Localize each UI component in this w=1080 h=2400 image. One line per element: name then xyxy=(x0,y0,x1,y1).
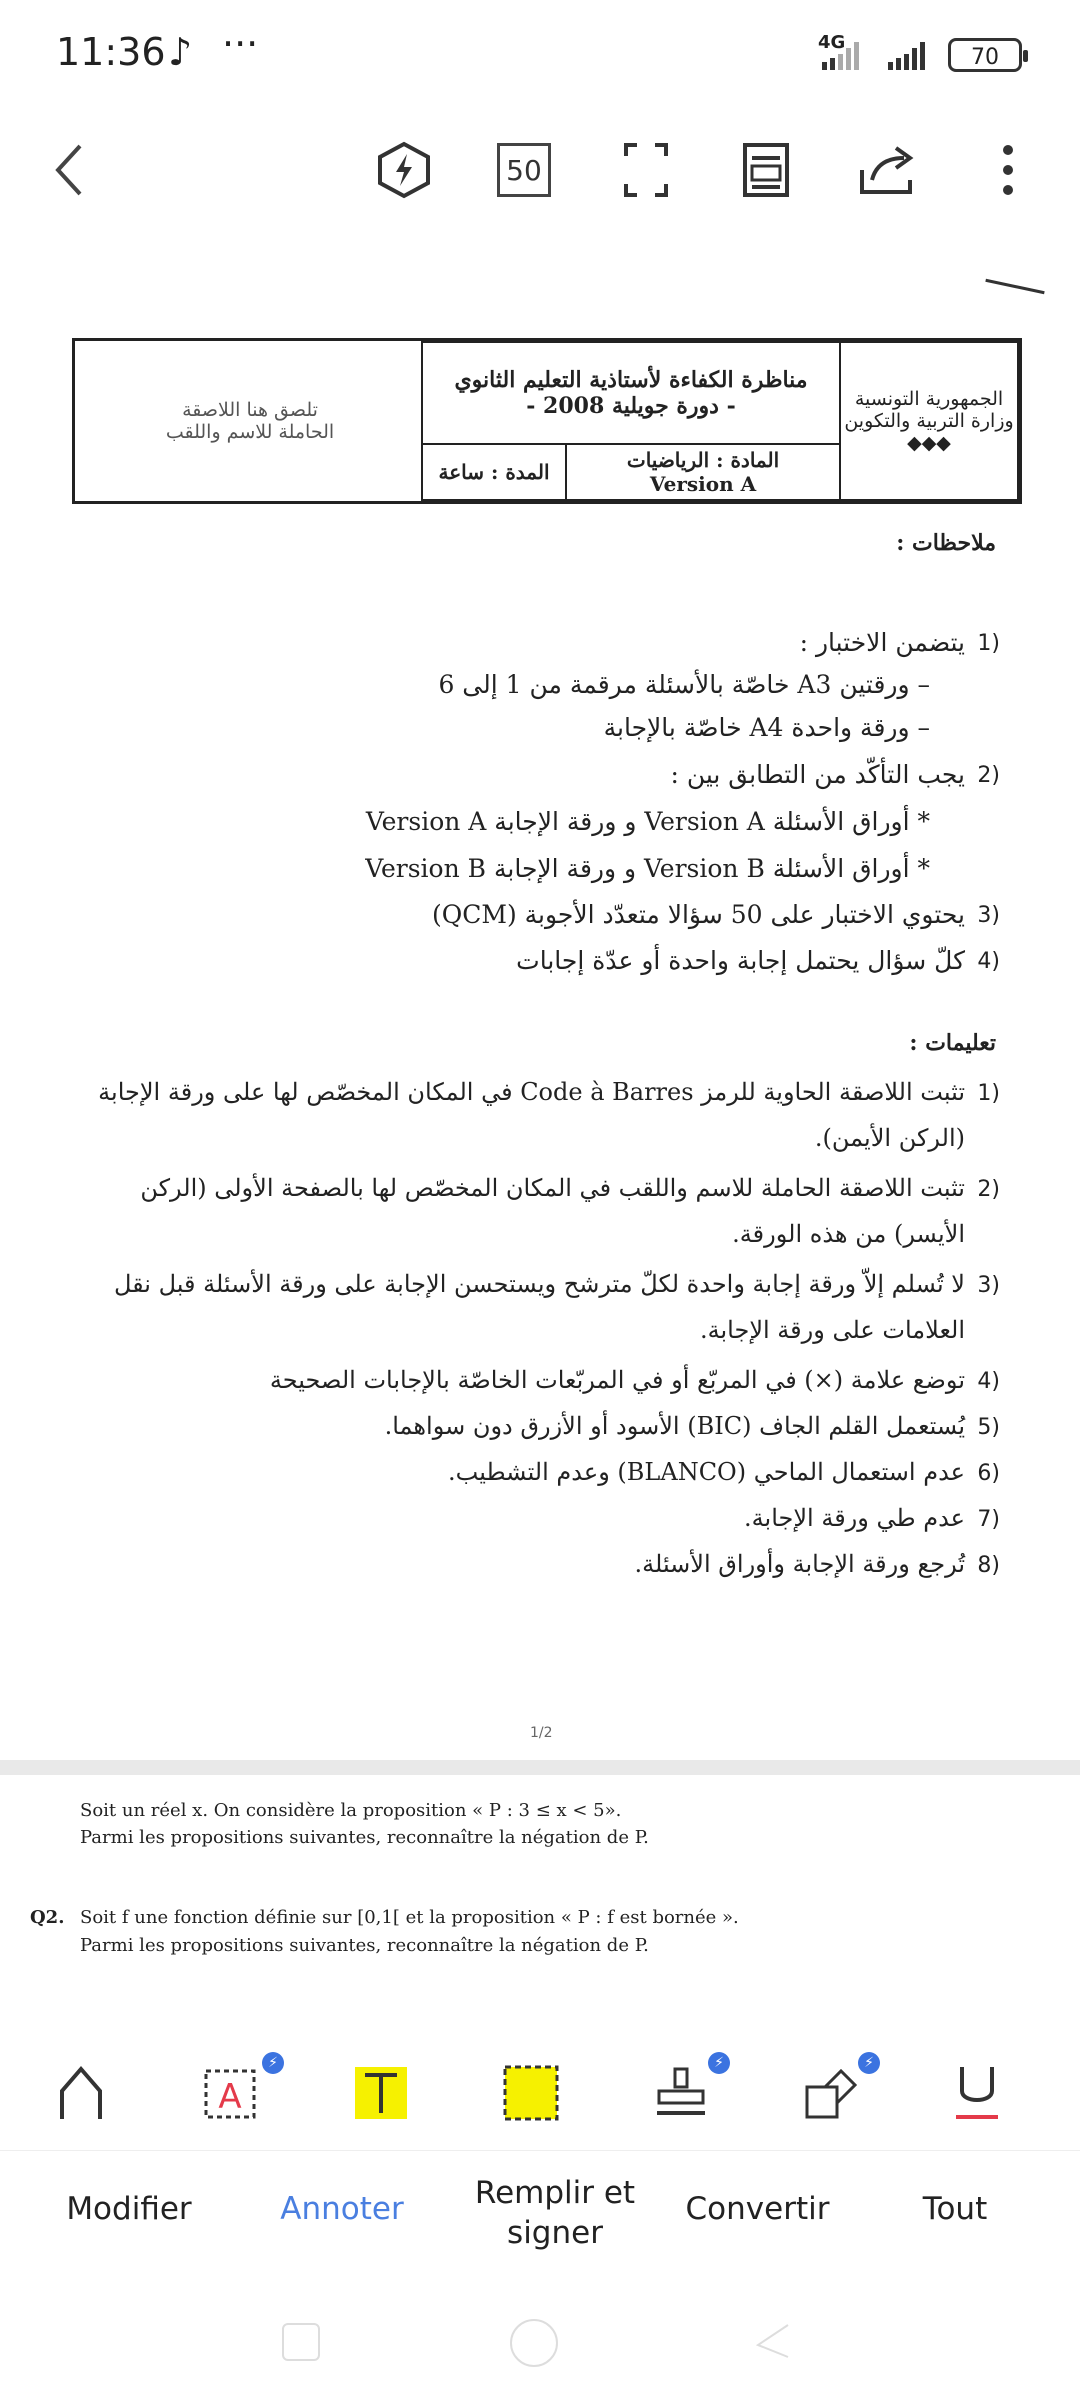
more-vertical-icon xyxy=(1002,142,1014,198)
document-page-1 xyxy=(0,230,1080,1760)
instruction-line: تثبت اللاصقة الحاملة للاسم واللقب في المكان المخصّص لها بالصفحة الأولى (الركن xyxy=(140,1174,965,1202)
notes-title: ملاحظات : xyxy=(896,530,996,556)
q2-line-2: Parmi les propositions suivantes, reconnaître la négation de P. xyxy=(80,1935,649,1956)
share-button[interactable] xyxy=(852,134,924,206)
exam-subject: المادة : الرياضيات xyxy=(626,448,780,472)
header-diamonds: ◆◆◆ xyxy=(907,432,951,454)
area-highlight-tool[interactable] xyxy=(496,2058,566,2128)
reading-mode-icon xyxy=(742,142,790,198)
q2-line-1: Soit f une fonction définie sur [0,1[ et la proposition « P : f est bornée ». xyxy=(80,1907,739,1928)
instruction-number: 2) xyxy=(977,1177,1000,1202)
instruction-line: تثبت اللاصقة الحاوية للرمز Code à Barres في المكان المخصّص لها على ورقة الإجابة xyxy=(98,1078,965,1106)
header-subject-cell xyxy=(565,443,841,501)
more-options-button[interactable] xyxy=(972,134,1044,206)
sticker-line-1: تلصق هنا اللاصقة xyxy=(182,399,318,421)
scan-mark xyxy=(985,279,1044,294)
instruction-line: عدم طي ورقة الإجابة. xyxy=(744,1504,965,1532)
recents-icon[interactable] xyxy=(282,2323,320,2361)
sticker-line-2: الحاملة للاسم واللقب xyxy=(165,421,335,443)
ink-pen-tool[interactable] xyxy=(46,2058,116,2128)
top-toolbar xyxy=(0,110,1080,230)
stamp-icon xyxy=(653,2065,709,2121)
instruction-line: لا تُسلم إلاّ ورقة إجابة واحدة لكلّ مترشح ويستحسن الإجابة على ورقة الأسئلة قبل نقل xyxy=(113,1270,965,1298)
tab-modifier[interactable]: Modifier xyxy=(66,2191,192,2227)
q1-line-1: Soit un réel x. On considère la proposition « P : 3 ≤ x < 5». xyxy=(80,1800,622,1821)
instruction-number: 6) xyxy=(977,1461,1000,1486)
document-page-2 xyxy=(0,1775,1080,2075)
instruction-number: 3) xyxy=(977,1273,1000,1298)
home-icon[interactable] xyxy=(510,2319,558,2367)
note-line: يجب التأكّد من التطابق بين : xyxy=(670,760,965,789)
tab-annoter[interactable]: Annoter xyxy=(280,2191,404,2227)
exam-duration: المدة : ساعة xyxy=(421,443,567,501)
bottom-tab-bar xyxy=(0,2150,1080,2296)
note-line: – ورقتين A3 خاصّة بالأسئلة مرقمة من 1 إلى 6 xyxy=(438,670,930,699)
premium-badge-icon-3: ⚡ xyxy=(858,2052,880,2074)
tab-remplir-signer[interactable]: Remplir et signer xyxy=(474,2175,636,2251)
text-box-tool[interactable] xyxy=(196,2055,278,2128)
note-line: يتضمن الاختبار : xyxy=(799,628,965,657)
pen-icon xyxy=(56,2065,106,2121)
q2-label: Q2. xyxy=(30,1907,65,1928)
header-republic: الجمهورية التونسية xyxy=(854,388,1004,410)
note-line: كلّ سؤال يحتمل إجابة واحدة أو عدّة إجابات xyxy=(516,946,965,975)
bolt-hexagon-icon xyxy=(374,140,434,200)
page-footer: 1/2 xyxy=(530,1725,553,1741)
note-line: – ورقة واحدة A4 خاصّة بالإجابة xyxy=(603,713,930,742)
more-notifications-icon: ··· xyxy=(222,22,259,66)
header-title-cell xyxy=(421,341,841,445)
page-count-button[interactable] xyxy=(488,134,560,206)
battery-icon: 70 xyxy=(948,38,1022,72)
instruction-number: 8) xyxy=(977,1553,1000,1578)
note-number: 4) xyxy=(977,949,1000,974)
instructions-title: تعليمات : xyxy=(909,1030,996,1056)
instruction-number: 4) xyxy=(977,1369,1000,1394)
underline-icon xyxy=(952,2063,1002,2123)
exam-session: - دورة جويلية 2008 - xyxy=(526,393,736,419)
premium-badge-icon-2: ⚡ xyxy=(708,2052,730,2074)
instruction-line: تُرجع ورقة الإجابة وأوراق الأسئلة. xyxy=(634,1550,965,1578)
header-ministry xyxy=(839,341,1019,501)
area-highlight-icon xyxy=(503,2065,559,2121)
underline-tool[interactable] xyxy=(942,2058,1012,2128)
text-box-icon xyxy=(203,2065,259,2121)
note-number: 1) xyxy=(977,631,1000,656)
fullscreen-button[interactable] xyxy=(610,134,682,206)
text-highlight-tool[interactable] xyxy=(346,2058,416,2128)
signal-icon-2 xyxy=(888,42,928,70)
instruction-number: 5) xyxy=(977,1415,1000,1440)
svg-text:A: A xyxy=(218,2077,242,2117)
note-line: * أوراق الأسئلة Version A و ورقة الإجابة Version A xyxy=(365,807,930,836)
page-count: 50 xyxy=(497,143,551,197)
note-line: * أوراق الأسئلة Version B و ورقة الإجابة Version B xyxy=(365,854,930,883)
instruction-line: يُستعمل القلم الجاف (BIC) الأسود أو الأزرق دون سواهما. xyxy=(384,1412,965,1440)
note-number: 3) xyxy=(977,903,1000,928)
tab-convertir[interactable]: Convertir xyxy=(685,2191,830,2227)
share-icon xyxy=(858,142,918,198)
highlight-text-icon xyxy=(353,2065,409,2121)
system-nav-bar xyxy=(0,2295,1080,2400)
exam-header-table xyxy=(72,338,1022,504)
back-arrow-icon xyxy=(50,142,90,198)
instruction-line-cont: الأيسر) من هذه الورقة. xyxy=(732,1220,965,1248)
ai-tools-button[interactable] xyxy=(368,134,440,206)
premium-badge-icon: ⚡ xyxy=(262,2052,284,2074)
network-type: 4G xyxy=(818,32,846,53)
instruction-line-cont: العلامات على ورقة الإجابة. xyxy=(700,1316,965,1344)
instruction-line: توضع علامة (×) في المربّع أو في المربّعات الخاصّة بالإجابات الصحيحة xyxy=(269,1366,965,1394)
status-time: 11:36 xyxy=(56,30,166,74)
note-number: 2) xyxy=(977,763,1000,788)
document-viewer[interactable] xyxy=(0,230,1080,2040)
tab-tout[interactable]: Tout xyxy=(922,2191,988,2227)
instruction-number: 7) xyxy=(977,1507,1000,1532)
header-ministry-name: وزارة التربية والتكوين xyxy=(844,410,1014,432)
reading-mode-button[interactable] xyxy=(730,134,802,206)
instruction-number: 1) xyxy=(977,1081,1000,1106)
exam-title: مناظرة الكفاءة لأستاذية التعليم الثانوي xyxy=(454,367,808,393)
annotation-tools xyxy=(0,2040,1080,2150)
status-bar xyxy=(0,0,1080,110)
note-line: يحتوي الاختبار على 50 سؤالا متعدّد الأجوبة (QCM) xyxy=(431,900,965,929)
shape-tool[interactable] xyxy=(796,2055,874,2128)
shapes-icon xyxy=(803,2065,859,2121)
exam-version: Version A xyxy=(649,472,757,496)
name-sticker-area xyxy=(75,341,425,501)
tiktok-icon: ♪ xyxy=(168,30,193,74)
fullscreen-icon xyxy=(623,142,669,198)
signal-icon xyxy=(822,42,862,70)
instruction-line-cont: (الركن الأيمن). xyxy=(814,1124,965,1152)
instruction-line: عدم استعمال الماحي (BLANCO) وعدم التشطيب. xyxy=(448,1458,965,1486)
back-nav-icon[interactable] xyxy=(752,2321,792,2361)
back-button[interactable] xyxy=(34,134,106,206)
stamp-tool[interactable] xyxy=(646,2055,724,2128)
q1-line-2: Parmi les propositions suivantes, reconnaître la négation de P. xyxy=(80,1827,649,1848)
